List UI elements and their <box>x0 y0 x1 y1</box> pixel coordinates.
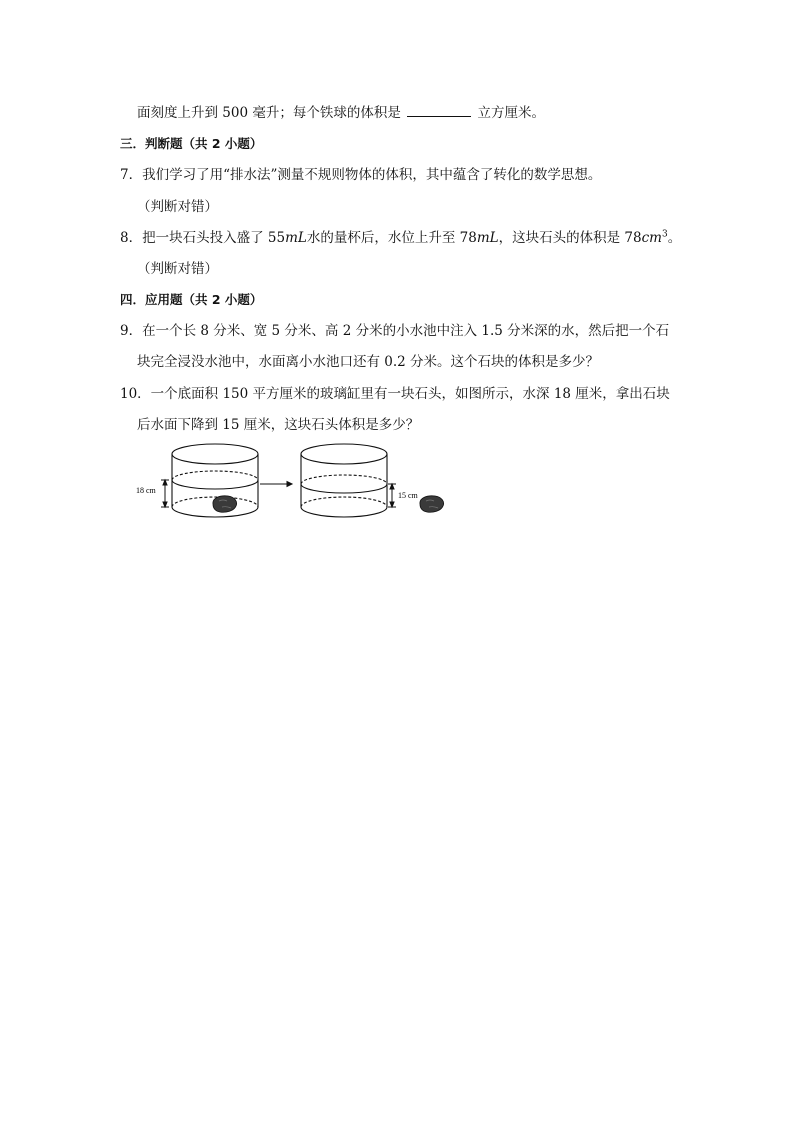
answer-blank[interactable] <box>407 104 471 117</box>
left-depth-label: 18 cm <box>136 486 156 495</box>
question-8 <box>120 229 681 247</box>
section-heading-judgement: 三．判断题（共 2 小题） <box>120 136 263 151</box>
right-tank <box>301 444 387 517</box>
question-10-line-1: 10．一个底面积 150 平方厘米的玻璃缸里有一块石头，如图所示，水深 18 厘米，拿出石块 <box>120 386 670 402</box>
q8-end: 。 <box>667 230 682 246</box>
q8-prefix: 8．把一块石头投入盛了 55 <box>120 230 286 246</box>
arrow-icon <box>260 482 292 487</box>
q6-text-before: 面刻度上升到 500 毫升；每个铁球的体积是 <box>137 105 401 121</box>
q8-rest: ，这块石头的体积是 78 <box>498 230 642 246</box>
right-depth-marker <box>388 484 396 507</box>
q8-unit-ml-1: mL <box>285 230 307 246</box>
question-9-line-2: 块完全浸没水池中，水面离小水池口还有 0.2 分米。这个石块的体积是多少？ <box>137 354 600 370</box>
rock-in-tank <box>213 496 237 512</box>
question-9-line-1: 9．在一个长 8 分米、宽 5 分米、高 2 分米的小水池中注入 1.5 分米深的水，然后把一个石 <box>120 323 670 339</box>
left-depth-marker <box>161 480 169 507</box>
tank-diagram <box>136 440 456 525</box>
right-depth-label: 15 cm <box>398 491 418 500</box>
q8-unit-ml-2: mL <box>476 230 499 246</box>
section-heading-application: 四．应用题（共 2 小题） <box>120 292 263 307</box>
q8-unit-cm: cm <box>641 230 662 246</box>
tank-figure <box>136 440 456 529</box>
rock-outside <box>420 496 444 512</box>
question-7-judge: （判断对错） <box>137 199 218 215</box>
question-10-line-2: 后水面下降到 15 厘米，这块石头体积是多少？ <box>137 417 420 433</box>
q6-text-after: 立方厘米。 <box>477 105 545 121</box>
q8-mid: 水的量杯后，水位上升至 78 <box>306 230 477 246</box>
question-7: 7．我们学习了用“排水法”测量不规则物体的体积，其中蕴含了转化的数学思想。 <box>120 167 602 183</box>
q6-continuation <box>137 104 545 122</box>
question-8-judge: （判断对错） <box>137 261 218 277</box>
q8-exponent: 3 <box>661 229 668 240</box>
